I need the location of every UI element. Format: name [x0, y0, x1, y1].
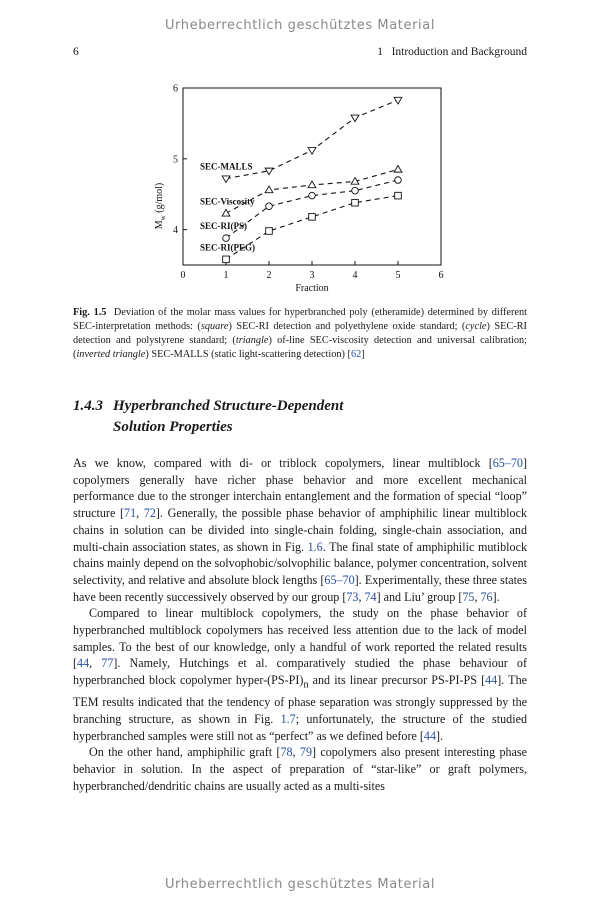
paragraph-1: As we know, compared with di- or triblock copolymers, linear multiblock [65–70] copolymers generally have richer phase behavior and more excellent mechanical performance due to the stronger interchain entanglement and the formation of special “loop” structure [71, 72]. Generally, the possible phase behavior of amphiphilic linear multiblock chains in solution can be divided into single-chain folding, single-chain association, and multi-chain association states, as shown in Fig. 1.6. The final state of amphiphilic mutiblock chains mainly depend on the solvophobic/solvophilic balance, polymer concentration, solvent selectivity, and relative and absolute block lengths [65–70]. Experimentally, these three states have been recently successively observed by our group [73, 74] and Liu’ group [75, 76].: [73, 456, 527, 604]
y-axis-label: [154, 183, 167, 229]
series-label: SEC-MALLS: [200, 161, 253, 172]
citation-link[interactable]: 75: [462, 589, 475, 604]
citation-link[interactable]: 62: [350, 349, 362, 360]
data-point: [222, 209, 230, 216]
figure-link[interactable]: 1.6: [307, 539, 323, 554]
citation-link[interactable]: 71: [124, 506, 137, 521]
paragraph-2: Compared to linear multiblock copolymers, the study on the phase behavior of hyperbranched multiblock copolymers has received less attention due to the lack of model samples. To the best of our knowledge, only a handful of work reported the related results [44, 77]. Namely, Hutchings et al. comparatively studied the phase behaviour of hyperbranched block copolymer hyper-$(PS-PI)_n$ and its linear precursor PS-PI-PS [44]. The TEM results indicated that the tendency of phase separation was strongly suppressed by the branching structure, as shown in Fig. 1.7; unfortunately, the structure of the studied hyperbranched samples were still not as “perfect” as we defined before [44].: [73, 606, 528, 743]
citation-link[interactable]: 44: [485, 673, 498, 688]
data-point: [351, 115, 359, 122]
series-line: [226, 169, 398, 213]
y-axis-label-m: M: [154, 220, 165, 230]
data-point: [266, 228, 273, 235]
x-tick-label: 5: [395, 270, 401, 281]
citation-link[interactable]: 44: [423, 728, 436, 743]
paragraph-3: On the other hand, amphiphilic graft [78, 79] copolymers also present interesting phase behavior in solution. In the aspect of preparation of “star-like” or graft polymers, hyperbranched/dendritic chains are usually acted as a multi-sites: [73, 745, 527, 793]
x-tick-label: 4: [352, 270, 358, 281]
y-tick-label: 6: [173, 83, 178, 95]
data-point: [309, 192, 316, 199]
caption-label: Fig. 1.5: [73, 307, 107, 318]
section-heading: [73, 396, 343, 438]
x-tick-label: 6: [438, 270, 444, 281]
data-point: [394, 166, 402, 173]
x-tick-label: 0: [180, 270, 186, 281]
plot-frame: [183, 88, 441, 265]
data-point: [308, 148, 316, 155]
x-axis-label: Fraction: [295, 283, 329, 294]
page-number: 6: [73, 46, 79, 58]
citation-link[interactable]: 72: [143, 506, 156, 521]
data-point: [223, 256, 230, 263]
citation-link[interactable]: 78: [280, 745, 293, 760]
citation-link[interactable]: 65–70: [492, 456, 523, 470]
body-text: [73, 455, 527, 794]
data-point: [266, 203, 273, 210]
watermark-top: Urheberrechtlich geschütztes Material: [164, 18, 436, 33]
series-line: [226, 180, 398, 238]
x-axis-ticks: [181, 261, 444, 281]
citation-link[interactable]: 76: [480, 589, 493, 604]
running-head: 1 Introduction and Background: [377, 46, 527, 58]
citation-link[interactable]: 65–70: [324, 572, 355, 587]
data-point: [352, 187, 359, 194]
figure-link[interactable]: 1.7: [280, 711, 296, 726]
y-tick-label: 5: [173, 154, 178, 166]
series-label: SEC-RI(PS): [200, 221, 248, 232]
data-point: [265, 186, 273, 193]
data-point: [395, 192, 402, 199]
x-tick-label: 1: [223, 270, 229, 281]
data-point: [223, 235, 230, 242]
watermark-bottom: Urheberrechtlich geschütztes Material: [164, 877, 436, 892]
svg-text:Mw (g/mol): $M_w$ (g/mol): [154, 182, 167, 230]
citation-link[interactable]: 44: [77, 656, 90, 671]
section-title-line2: Solution Properties: [113, 419, 233, 435]
citation-link[interactable]: 79: [299, 745, 312, 760]
series-label: SEC-RI(PEG): [200, 242, 256, 253]
x-tick-label: 3: [309, 270, 315, 281]
y-tick-label: 4: [173, 225, 178, 237]
x-tick-label: 2: [266, 270, 272, 281]
citation-link[interactable]: 73: [346, 589, 359, 604]
series-markers: [222, 97, 402, 262]
citation-link[interactable]: 77: [101, 656, 114, 671]
figure-caption: Fig. 1.5 Deviation of the molar mass values for hyperbranched poly (etheramide) determined by different SEC-interpretation methods: (square) SEC-RI detection and polyethylene oxide standard; (cycle) SEC-RI detection and polystyrene standard; (triangle) of-line SEC-viscosity detection and universal calibration; (inverted triangle) SEC-MALLS (static light-scattering detection) [62]: [73, 307, 527, 360]
citation-link[interactable]: 74: [364, 589, 377, 604]
data-point: [222, 176, 230, 183]
section-number: 1.4.3: [73, 398, 103, 414]
y-axis-ticks: [173, 84, 187, 237]
series-label: SEC-Viscosity: [200, 196, 255, 207]
section-title-line1: Hyperbranched Structure-Dependent: [113, 398, 344, 414]
data-point: [395, 177, 402, 184]
data-point: [309, 214, 316, 221]
data-point: [352, 199, 359, 206]
figure-1-5-chart: [140, 78, 460, 296]
series-lines: [226, 100, 398, 259]
